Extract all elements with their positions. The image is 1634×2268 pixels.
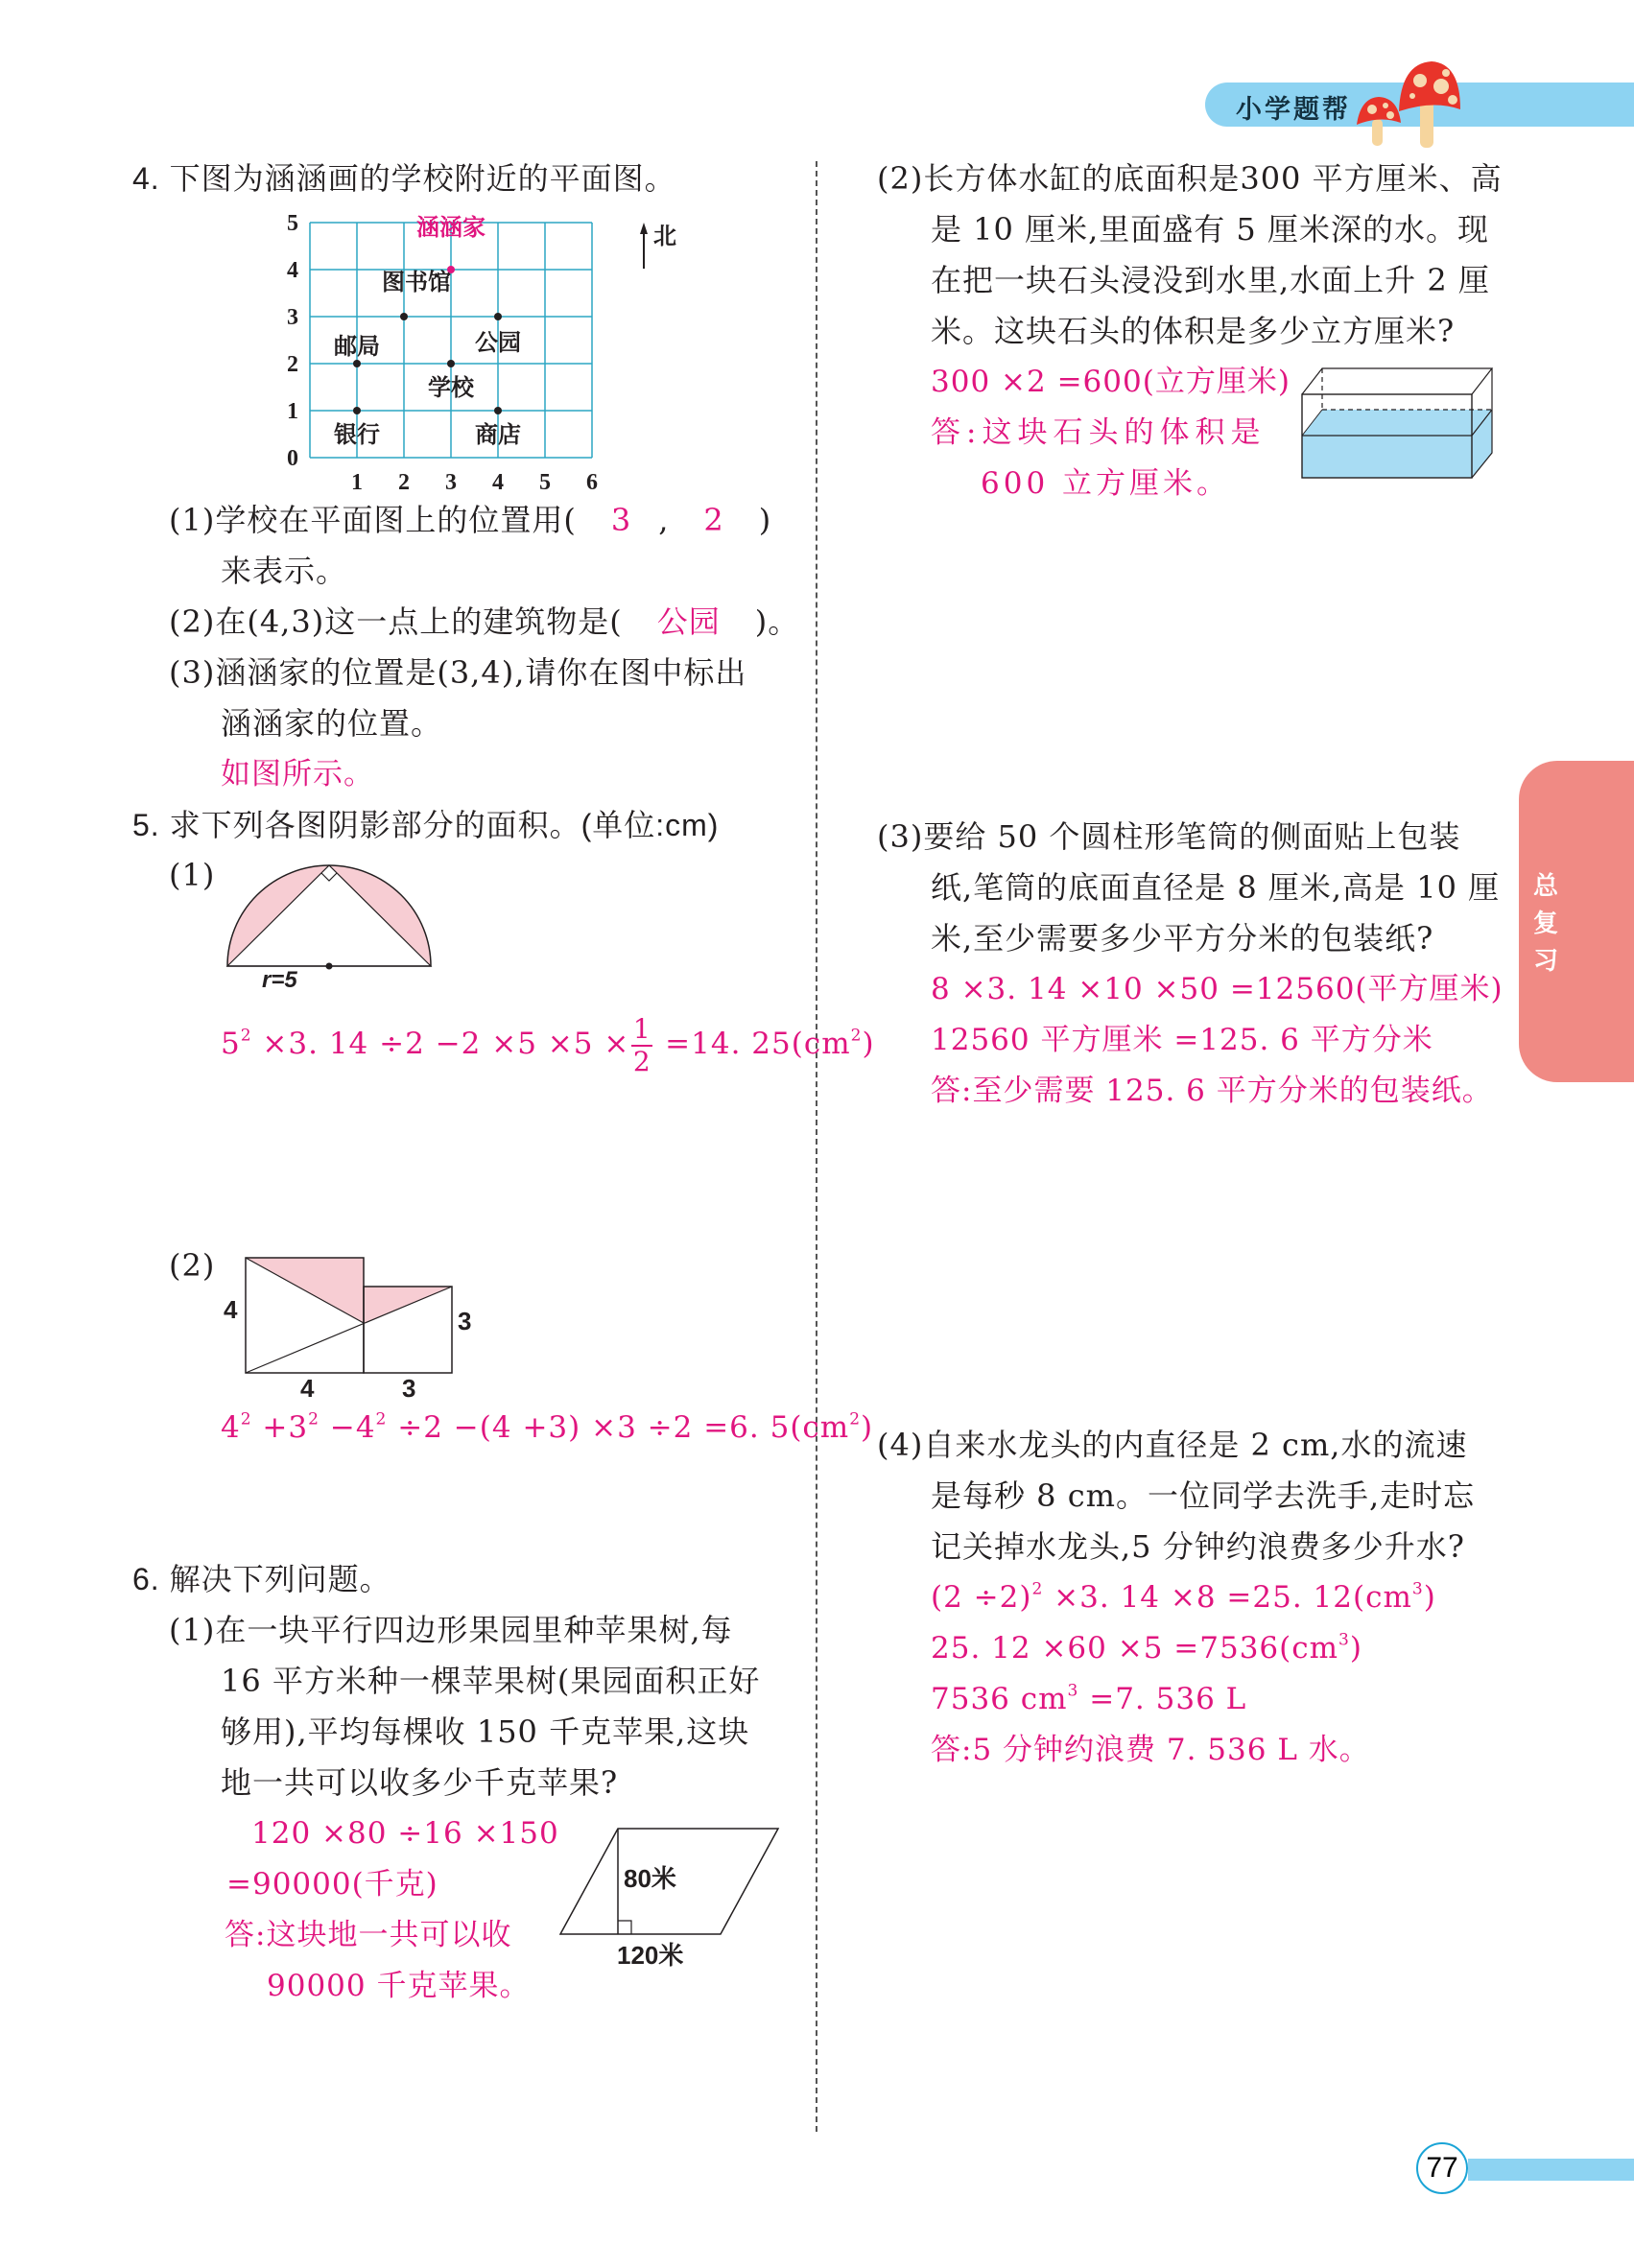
- q4-p1-comma: ,: [658, 502, 670, 538]
- q6-p2-answer: 300 ×2 =600(立方厘米): [931, 365, 1291, 399]
- formula-part: 5: [221, 1027, 241, 1061]
- x-tick-label: 3: [445, 470, 457, 495]
- q4-title: 4. 下图为涵涵画的学校附近的平面图。: [132, 161, 676, 196]
- x-tick-label: 5: [539, 470, 551, 495]
- x-tick-label: 6: [586, 470, 598, 495]
- q6-p1-answer: 答:这块地一共可以收: [225, 1918, 512, 1952]
- q6-p4-line: 是每秒 8 cm。一位同学去洗手,走时忘: [931, 1477, 1476, 1514]
- map-grid: [269, 201, 676, 499]
- north-label: 北: [653, 223, 676, 249]
- side-tab-char: 习: [1533, 946, 1559, 975]
- formula-part: ): [861, 1410, 874, 1445]
- formula-sup: 2: [1031, 1579, 1044, 1599]
- q6-p1-answer: 90000 千克苹果。: [267, 1969, 531, 2003]
- q5-p2-label: (2): [169, 1247, 216, 1284]
- place-dot: [494, 313, 502, 320]
- place-dot: [353, 360, 361, 367]
- q6-p2-line: 是 10 厘米,里面盛有 5 厘米深的水。现: [931, 211, 1489, 248]
- formula-part: 7536 cm: [931, 1682, 1068, 1716]
- x-tick-label: 1: [351, 470, 363, 495]
- squares-figure: [240, 1252, 461, 1382]
- formula-part: 4: [221, 1410, 241, 1445]
- formula-sup: 2: [850, 1026, 863, 1046]
- formula-part: (2 ÷2): [931, 1580, 1032, 1615]
- q6-p4-answer: [931, 1572, 1436, 1622]
- place-dot: [447, 360, 455, 367]
- place-label: 图书馆: [382, 269, 451, 295]
- place-dot: [353, 407, 361, 414]
- page-number: 77: [1416, 2142, 1468, 2194]
- brand-title: 小学题帮: [1236, 95, 1351, 124]
- q4-p1-line2: 来表示。: [221, 553, 348, 589]
- formula-sup: 2: [308, 1409, 320, 1429]
- q4-p2-answer: 公园: [656, 603, 721, 640]
- tank-top: [1302, 368, 1492, 394]
- q5-p2-bottom-right: 3: [402, 1374, 416, 1403]
- place-label: 邮局: [334, 333, 380, 360]
- y-tick-label: 0: [287, 446, 298, 471]
- side-tab-char: 复: [1533, 909, 1559, 937]
- q5-p2-left-side: 4: [224, 1295, 238, 1324]
- mushroom-icon: [1353, 56, 1468, 152]
- place-label: 商店: [475, 421, 521, 448]
- column-divider: [816, 161, 817, 2132]
- formula-sup: 3: [1338, 1630, 1350, 1650]
- place-label: 学校: [428, 374, 474, 401]
- formula-sup: 2: [240, 1409, 252, 1429]
- q6-p2-line: 在把一块石头浸没到水里,水面上升 2 厘: [931, 262, 1490, 298]
- x-tick-label: 2: [398, 470, 410, 495]
- fraction-denominator: 2: [632, 1045, 651, 1077]
- q4-p2-prefix: (2)在(4,3)这一点上的建筑物是(: [169, 603, 623, 640]
- y-tick-label: 3: [287, 305, 298, 330]
- y-tick-label: 4: [287, 258, 298, 283]
- q4-p1-answer-x: 3: [610, 502, 632, 538]
- q6-p4-answer: 答:5 分钟约浪费 7. 536 L 水。: [931, 1733, 1370, 1767]
- formula-part: 25. 12 ×60 ×5 =7536(cm: [931, 1631, 1338, 1666]
- place-label: 涵涵家: [416, 214, 485, 241]
- q4-p3-line1: (3)涵涵家的位置是(3,4),请你在图中标出: [169, 654, 747, 691]
- formula-part: ×3. 14 ×8 =25. 12(cm: [1043, 1580, 1412, 1615]
- formula-part: +3: [251, 1410, 309, 1445]
- q5-title: 5. 求下列各图阴影部分的面积。(单位:cm): [132, 808, 720, 842]
- q6-p1-height-label: 80米: [624, 1864, 676, 1893]
- q6-p1-base-label: 120米: [617, 1941, 684, 1970]
- formula-sup: 2: [375, 1409, 388, 1429]
- water-tank-figure: [1295, 363, 1502, 485]
- water-top: [1302, 410, 1492, 436]
- formula-part: ÷2 −(4 +3) ×3 ÷2 =6. 5(cm: [387, 1410, 850, 1445]
- fraction: [631, 1012, 652, 1077]
- q4-p2-close: )。: [754, 603, 800, 640]
- q4-p1-prefix: (1)学校在平面图上的位置用(: [169, 502, 577, 538]
- north-arrow-head-icon: [640, 223, 648, 234]
- fraction-numerator: 1: [632, 1012, 651, 1045]
- q5-p2-right-side: 3: [458, 1307, 472, 1335]
- formula-sup: 2: [240, 1026, 252, 1046]
- q6-p4-line: 记关掉水龙头,5 分钟约浪费多少升水?: [931, 1528, 1465, 1565]
- q6-p4-answer: [931, 1623, 1362, 1673]
- formula-part: ): [1423, 1580, 1436, 1615]
- q4-p2-line: [169, 597, 799, 647]
- q6-p4-line: (4)自来水龙头的内直径是 2 cm,水的流速: [877, 1427, 1468, 1463]
- formula-part: =14. 25(cm: [654, 1027, 851, 1061]
- y-tick-label: 1: [287, 399, 298, 424]
- q5-p1-label: (1): [169, 857, 216, 893]
- side-tab-char: 总: [1533, 871, 1559, 900]
- y-tick-label: 2: [287, 352, 298, 377]
- formula-sup: 2: [849, 1409, 862, 1429]
- q6-p1-line: 地一共可以收多少千克苹果?: [221, 1764, 619, 1801]
- q4-p3-line2: 涵涵家的位置。: [221, 705, 443, 742]
- formula-part: ): [1349, 1631, 1362, 1666]
- formula-part: −4: [319, 1410, 376, 1445]
- q6-p2-line: (2)长方体水缸的底面积是300 平方厘米、高: [877, 160, 1503, 197]
- q6-p3-line: (3)要给 50 个圆柱形笔筒的侧面贴上包装: [877, 818, 1461, 855]
- q6-p2-answer: 答:这块石头的体积是: [931, 415, 1267, 450]
- q6-p1-line: 够用),平均每棵收 150 千克苹果,这块: [221, 1713, 750, 1750]
- q6-p4-answer: [931, 1674, 1246, 1724]
- formula-sup: 3: [1411, 1579, 1424, 1599]
- y-tick-label: 5: [287, 211, 298, 236]
- x-tick-label: 4: [492, 470, 504, 495]
- q5-p2-formula: [221, 1403, 873, 1453]
- place-label: 公园: [475, 329, 521, 356]
- q4-p1-line: [169, 495, 771, 545]
- q6-title: 6. 解决下列问题。: [132, 1562, 391, 1596]
- q6-p3-answer: 8 ×3. 14 ×10 ×50 =12560(平方厘米): [931, 972, 1504, 1006]
- place-dot: [494, 407, 502, 414]
- q5-p1-formula: [221, 1012, 875, 1077]
- right-angle-mark: [618, 1921, 631, 1934]
- q6-p1-answer: 120 ×80 ÷16 ×150: [251, 1816, 559, 1851]
- formula-part: =7. 536 L: [1078, 1682, 1247, 1716]
- q6-p3-line: 纸,笔筒的底面直径是 8 厘米,高是 10 厘: [931, 869, 1501, 906]
- q6-p1-line: 16 平方米种一棵苹果树(果园面积正好: [221, 1663, 761, 1699]
- semicircle-figure: [221, 859, 441, 979]
- q6-p2-answer: 600 立方厘米。: [981, 466, 1231, 501]
- q5-p1-radius-label: r=5: [262, 967, 297, 993]
- center-dot: [326, 963, 333, 970]
- q6-p3-line: 米,至少需要多少平方分米的包装纸?: [931, 920, 1434, 957]
- q6-p3-answer: 答:至少需要 125. 6 平方分米的包装纸。: [931, 1074, 1493, 1108]
- place-label: 银行: [334, 421, 380, 448]
- q4-p3-answer: 如图所示。: [221, 757, 374, 791]
- water-front: [1302, 436, 1472, 478]
- q4-p1-close: ): [758, 502, 772, 538]
- q6-p1-answer: =90000(千克): [226, 1867, 438, 1902]
- formula-sup: 3: [1067, 1681, 1079, 1701]
- q4-p1-answer-y: 2: [703, 502, 724, 538]
- place-dot: [400, 313, 408, 320]
- q6-p1-line: (1)在一块平行四边形果园里种苹果树,每: [169, 1612, 733, 1648]
- q6-p3-answer: 12560 平方厘米 =125. 6 平方分米: [931, 1023, 1433, 1057]
- formula-part: ): [862, 1027, 875, 1061]
- q6-p2-line: 米。这块石头的体积是多少立方厘米?: [931, 313, 1456, 349]
- formula-part: ×3. 14 ÷2 −2 ×5 ×5 ×: [251, 1027, 630, 1061]
- q5-p2-bottom-left: 4: [300, 1374, 315, 1403]
- page-number-bar: [1468, 2159, 1634, 2181]
